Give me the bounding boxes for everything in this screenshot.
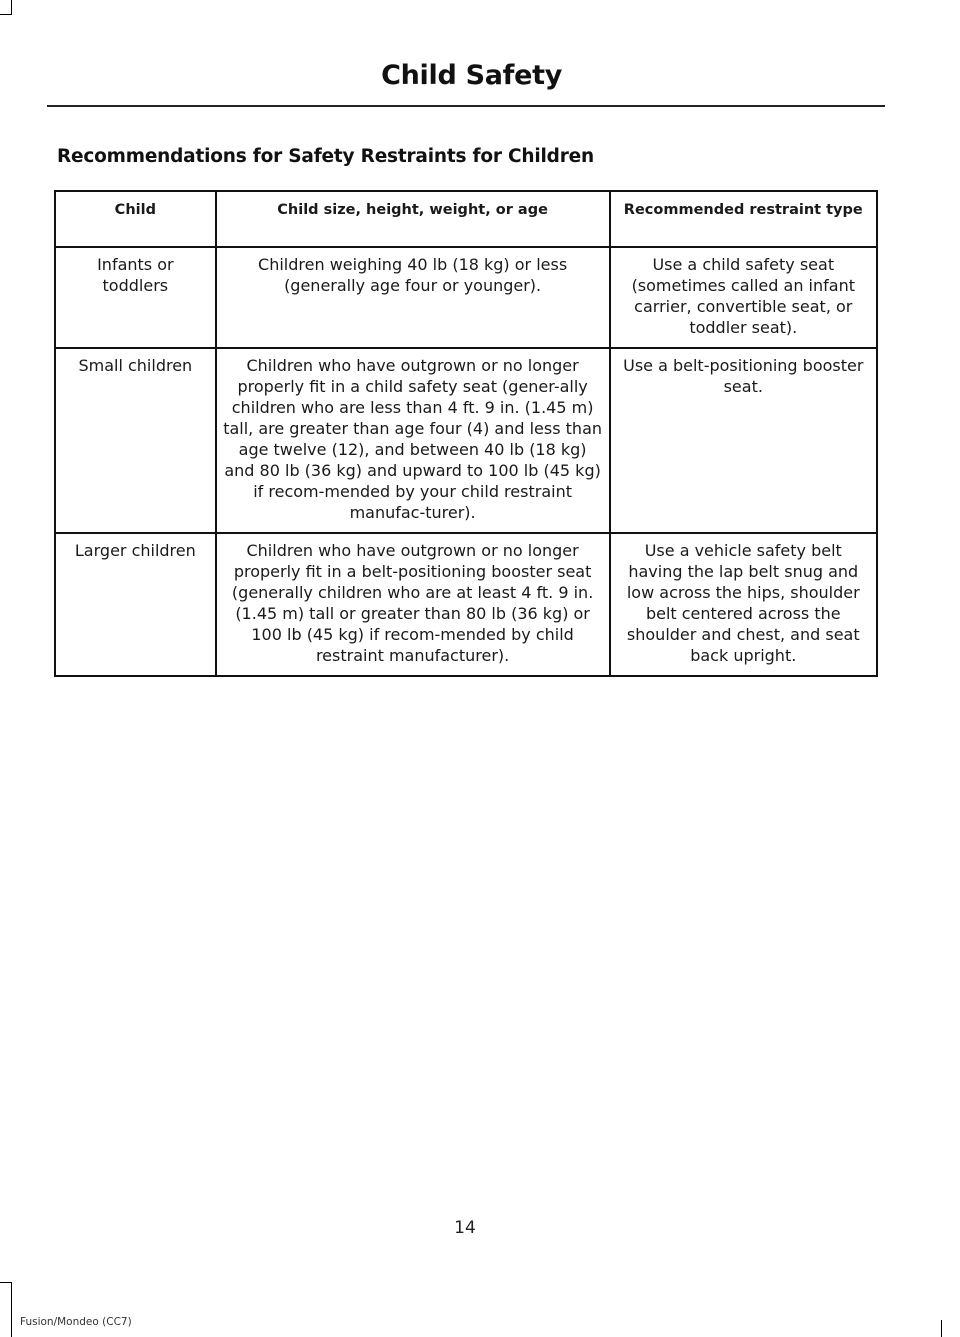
crop-mark xyxy=(0,14,12,15)
cell-size: Children who have outgrown or no longer properly fit in a belt-positioning booster seat (generally children who are at least 4 ft. 9 in. (1.45 m) tall or greater than 80 lb (36 kg) or 100 lb (45 kg) if recom-mended by child restraint manufacturer). xyxy=(216,533,610,676)
table-header-row xyxy=(55,191,877,247)
table-row xyxy=(55,247,877,348)
cell-restraint: Use a child safety seat (sometimes called an infant carrier, convertible seat, or toddler seat). xyxy=(610,247,877,348)
cell-child: Infants or toddlers xyxy=(55,247,216,348)
crop-mark xyxy=(0,1282,12,1283)
cell-restraint: Use a belt-positioning booster seat. xyxy=(610,348,877,533)
column-header-size: Child size, height, weight, or age xyxy=(216,191,610,247)
column-header-child: Child xyxy=(55,191,216,247)
table-row xyxy=(55,533,877,676)
header-divider xyxy=(47,105,885,107)
table-row xyxy=(55,348,877,533)
chapter-title: Child Safety xyxy=(381,60,562,91)
crop-mark xyxy=(11,1282,12,1337)
cell-size: Children who have outgrown or no longer properly fit in a child safety seat (gener-ally children who are less than 4 ft. 9 in. (1.45 m) tall, are greater than age four (4) and less than age twelve (12), and between 40 lb (18 kg) and 80 lb (36 kg) and upward to 100 lb (45 kg) if recom-mended by your child restraint manufac-turer). xyxy=(216,348,610,533)
column-header-restraint: Recommended restraint type xyxy=(610,191,877,247)
cell-child: Small children xyxy=(55,348,216,533)
footer-model-label: Fusion/Mondeo (CC7) xyxy=(20,1316,132,1328)
crop-mark xyxy=(941,1320,942,1337)
cell-size: Children weighing 40 lb (18 kg) or less (generally age four or younger). xyxy=(216,247,610,348)
page-number: 14 xyxy=(454,1218,476,1238)
section-title: Recommendations for Safety Restraints for Children xyxy=(57,146,594,167)
cell-child: Larger children xyxy=(55,533,216,676)
restraint-recommendations-table xyxy=(54,190,878,677)
cell-restraint: Use a vehicle safety belt having the lap belt snug and low across the hips, shoulder belt centered across the shoulder and chest, and seat back upright. xyxy=(610,533,877,676)
crop-mark xyxy=(11,0,12,14)
